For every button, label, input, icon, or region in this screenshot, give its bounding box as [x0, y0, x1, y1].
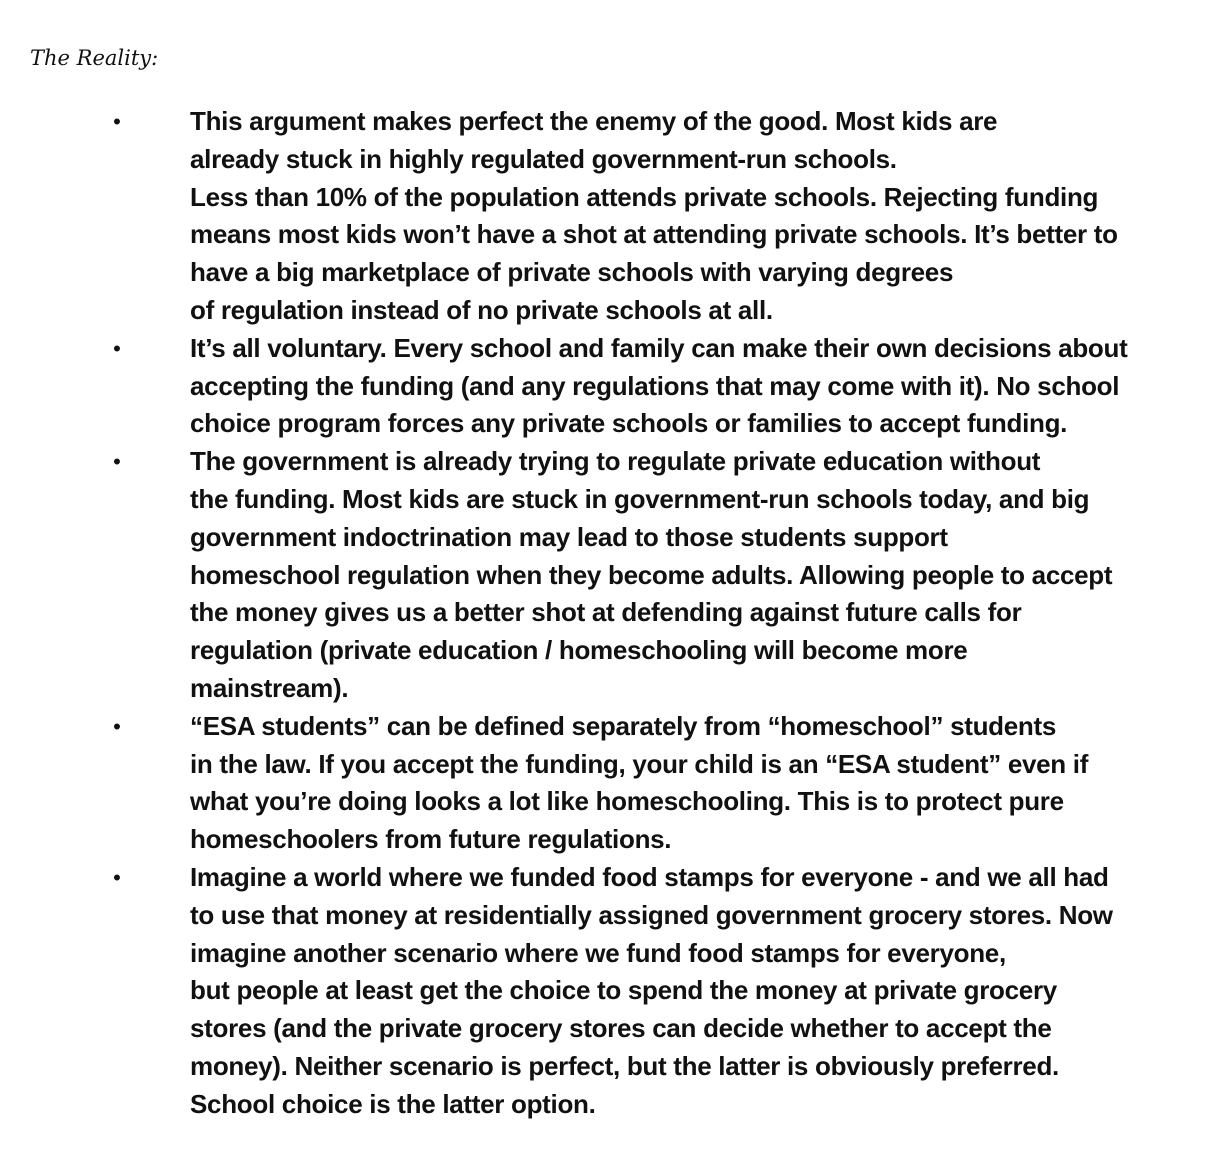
bullet-item	[0, 443, 1224, 708]
bullet-item	[0, 859, 1224, 1124]
bullet-text-line: already stuck in highly regulated government-run schools.	[190, 143, 897, 174]
bullet-text-line: homeschoolers from future regulations.	[190, 824, 672, 855]
bullet-text-line: School choice is the latter option.	[190, 1088, 596, 1119]
bullet-text-line: in the law. If you accept the funding, your child is an “ESA student” even if	[190, 748, 1089, 779]
bullet-icon: •	[113, 109, 121, 134]
bullet-text-line: Less than 10% of the population attends private schools. Rejecting funding	[190, 181, 1099, 212]
bullet-text-line: “ESA students” can be defined separately from “homeschool” students	[190, 710, 1057, 741]
bullet-text-line: of regulation instead of no private schools at all.	[190, 294, 773, 325]
bullet-text-line: have a big marketplace of private schools with varying degrees	[190, 257, 954, 288]
bullet-text-line: means most kids won’t have a shot at attending private schools. It’s better to	[190, 219, 1118, 250]
bullet-text-line: accepting the funding (and any regulations that may come with it). No school	[190, 370, 1120, 401]
bullet-text-line: stores (and the private grocery stores can decide whether to accept the	[190, 1013, 1052, 1044]
bullet-text-line: The government is already trying to regulate private education without	[190, 446, 1041, 477]
bullet-text-line: the money gives us a better shot at defending against future calls for	[190, 597, 1022, 628]
bullet-text-line: choice program forces any private schools or families to accept funding.	[190, 408, 1068, 439]
bullet-text-line: government indoctrination may lead to those students support	[190, 521, 948, 552]
bullet-text-line: This argument makes perfect the enemy of the good. Most kids are	[190, 106, 998, 136]
bullet-text-line: to use that money at residentially assigned government grocery stores. Now	[190, 899, 1113, 930]
bullet-text-line: imagine another scenario where we fund food stamps for everyone,	[190, 937, 1006, 968]
bullet-item	[0, 330, 1224, 443]
bullet-icon: •	[113, 335, 121, 361]
bullet-text-line: money). Neither scenario is perfect, but the latter is obviously preferred.	[190, 1050, 1059, 1081]
section-heading: The Reality:	[30, 46, 159, 70]
bullet-text-line: what you’re doing looks a lot like homeschooling. This is to protect pure	[190, 786, 1064, 817]
bullet-text-line: but people at least get the choice to spend the money at private grocery	[190, 975, 1057, 1006]
bullet-text-line: It’s all voluntary. Every school and family can make their own decisions about	[190, 332, 1128, 363]
bullet-list	[0, 103, 1224, 1124]
bullet-text-line: mainstream).	[190, 672, 349, 703]
bullet-item	[0, 708, 1224, 859]
bullet-text-line: homeschool regulation when they become adults. Allowing people to accept	[190, 559, 1113, 590]
bullet-text-line: Imagine a world where we funded food stamps for everyone - and we all had	[190, 861, 1109, 892]
bullet-text-line: regulation (private education / homeschooling will become more	[190, 635, 968, 666]
bullet-icon: •	[113, 713, 121, 739]
bullet-icon: •	[113, 449, 121, 475]
bullet-item	[0, 103, 1224, 330]
bullet-text-line: the funding. Most kids are stuck in government-run schools today, and big	[190, 483, 1090, 514]
bullet-icon: •	[113, 864, 121, 890]
